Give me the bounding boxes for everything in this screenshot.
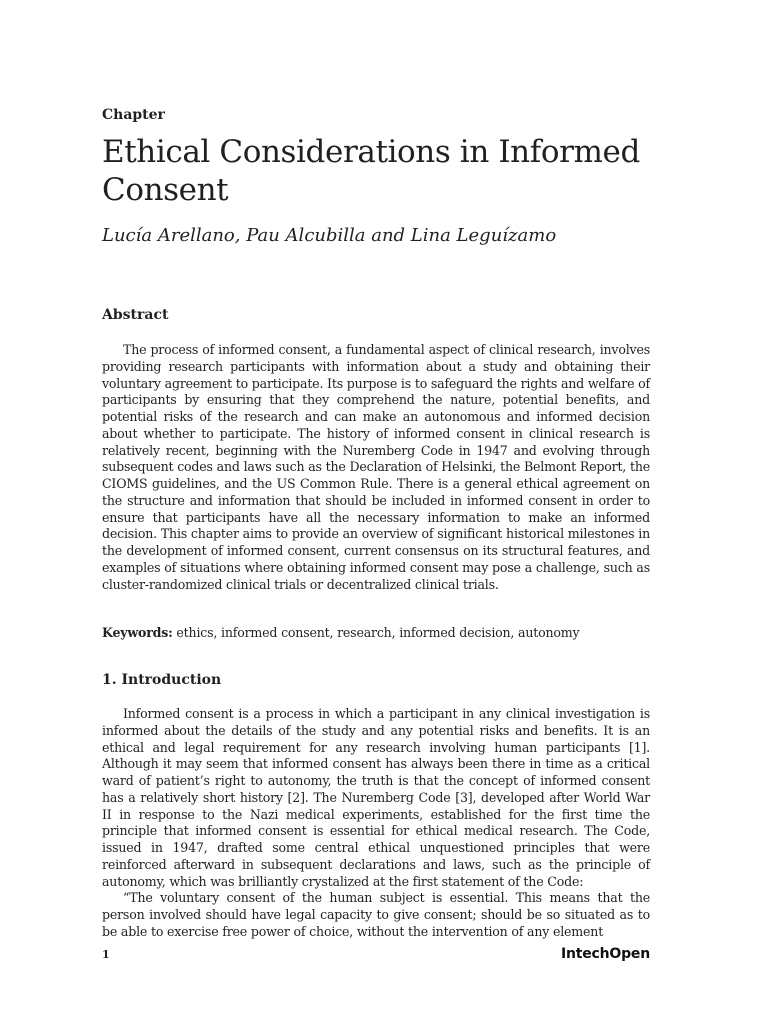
chapter-title: Ethical Considerations in Informed Consent [102, 134, 640, 208]
introduction-body [102, 706, 650, 941]
introduction-paragraph: “The voluntary consent of the human subject is essential. This means that the person involved should have legal capacity to give consent; should be so situated as to be able to exercise free power of choice, without the intervention of any element [102, 890, 650, 939]
page-number: 1 [102, 948, 110, 961]
keywords-text: ethics, informed consent, research, informed decision, autonomy [172, 625, 580, 640]
introduction-heading: 1. Introduction [102, 672, 222, 688]
keywords-label: Keywords: [102, 625, 173, 640]
introduction-paragraph: Informed consent is a process in which a participant in any clinical investigation is informed about the details of the study and any potential risks and benefits. It is an ethical and legal requirement for any research involving human participants [1]. Although it may seem that informed consent has always been there in time as a critical ward of patient’s right to autonomy, the truth is that the concept of informed consent has a relatively short history [2]. The Nuremberg Code [3], developed after World War II in response to the Nazi medical experiments, established for the first time the principle that informed consent is essential for ethical medical research. The Code, issued in 1947, drafted some central ethical unquestioned principles that were reinforced afterward in subsequent declarations and laws, such as the principle of autonomy, which was brilliantly crystalized at the first statement of the Code: [102, 706, 650, 889]
author-list: Lucía Arellano, Pau Alcubilla and Lina Leguízamo [102, 225, 557, 246]
page-footer [102, 946, 650, 966]
abstract-heading: Abstract [102, 307, 169, 323]
keywords-line [102, 624, 650, 641]
abstract-body: The process of informed consent, a fundamental aspect of clinical research, involves providing research participants with information about a study and obtaining their voluntary agreement to participate. Its purpose is to safeguard the rights and welfare of participants by ensuring that they comprehend the nature, potential benefits, and potential risks of the research and can make an autonomous and informed decision about whether to participate. The history of informed consent in clinical research is relatively recent, beginning with the Nuremberg Code in 1947 and evolving through subsequent codes and laws such as the Declaration of Helsinki, the Belmont Report, the CIOMS guidelines, and the US Common Rule. There is a general ethical agreement on the structure and information that should be included in informed consent in order to ensure that participants have all the necessary information to make an informed decision. This chapter aims to provide an overview of significant historical milestones in the development of informed consent, current consensus on its structural features, and examples of situations where obtaining informed consent may pose a challenge, such as cluster-randomized clinical trials or decentralized clinical trials. [102, 342, 650, 592]
chapter-label: Chapter [102, 107, 165, 123]
document-page [102, 0, 650, 1024]
publisher-logo[interactable]: IntechOpen [560, 946, 650, 962]
